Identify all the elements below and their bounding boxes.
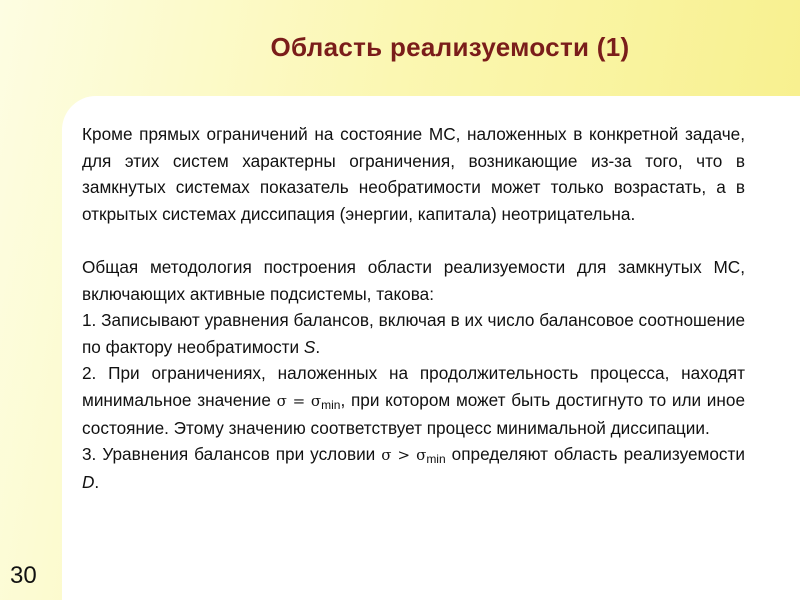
min-subscript: min — [426, 452, 446, 467]
methodology-paragraph: Общая методология построения области реализуемости для замкнутых МС, включающих активные подсистемы, такова: — [82, 256, 745, 304]
step-3-text-before: 3. Уравнения балансов при условии — [82, 444, 382, 465]
step-1 — [82, 307, 745, 360]
paragraph-gap — [82, 227, 745, 254]
slide-title: Область реализуемости (1) — [270, 32, 630, 62]
step-1-variable: S — [303, 336, 316, 357]
greater-than-sign: > — [391, 446, 417, 465]
step-3 — [82, 441, 745, 495]
sigma-min-symbol: σ — [310, 391, 322, 410]
step-3-variable: D — [82, 471, 95, 492]
sigma-min-symbol: σ — [416, 446, 427, 465]
step-3-end: . — [94, 471, 100, 492]
step-3-text-after: определяют область реализуемости — [445, 444, 746, 465]
page-number: 30 — [10, 562, 37, 589]
min-subscript: min — [321, 397, 341, 412]
step-2-text-after: , при котором может быть достигнуто то или иное состояние. Этому значению соответствует процесс минимальной диссипации. — [82, 389, 746, 438]
sigma-symbol: σ — [276, 391, 287, 410]
step-2-text-before: 2. При ограничениях, наложенных на продолжительность процесса, находят минимальное значение — [82, 363, 745, 410]
step-1-text: 1. Записывают уравнения балансов, включая в их число балансовое соотношение по фактору необратимости — [82, 310, 745, 357]
intro-paragraph: Кроме прямых ограничений на состояние МС, наложенных в конкретной задаче, для этих систем характерны ограничения, возникающие из-за того, что в замкнутых системах показатель необратимости может только возрастать, а в открытых системах диссипация (энергии, капитала) неотрицательна. — [82, 124, 745, 224]
step-1-end: . — [315, 336, 321, 357]
equals-sign: = — [286, 391, 311, 410]
slide-body — [82, 121, 745, 495]
sigma-symbol: σ — [381, 446, 392, 465]
step-2 — [82, 360, 745, 441]
